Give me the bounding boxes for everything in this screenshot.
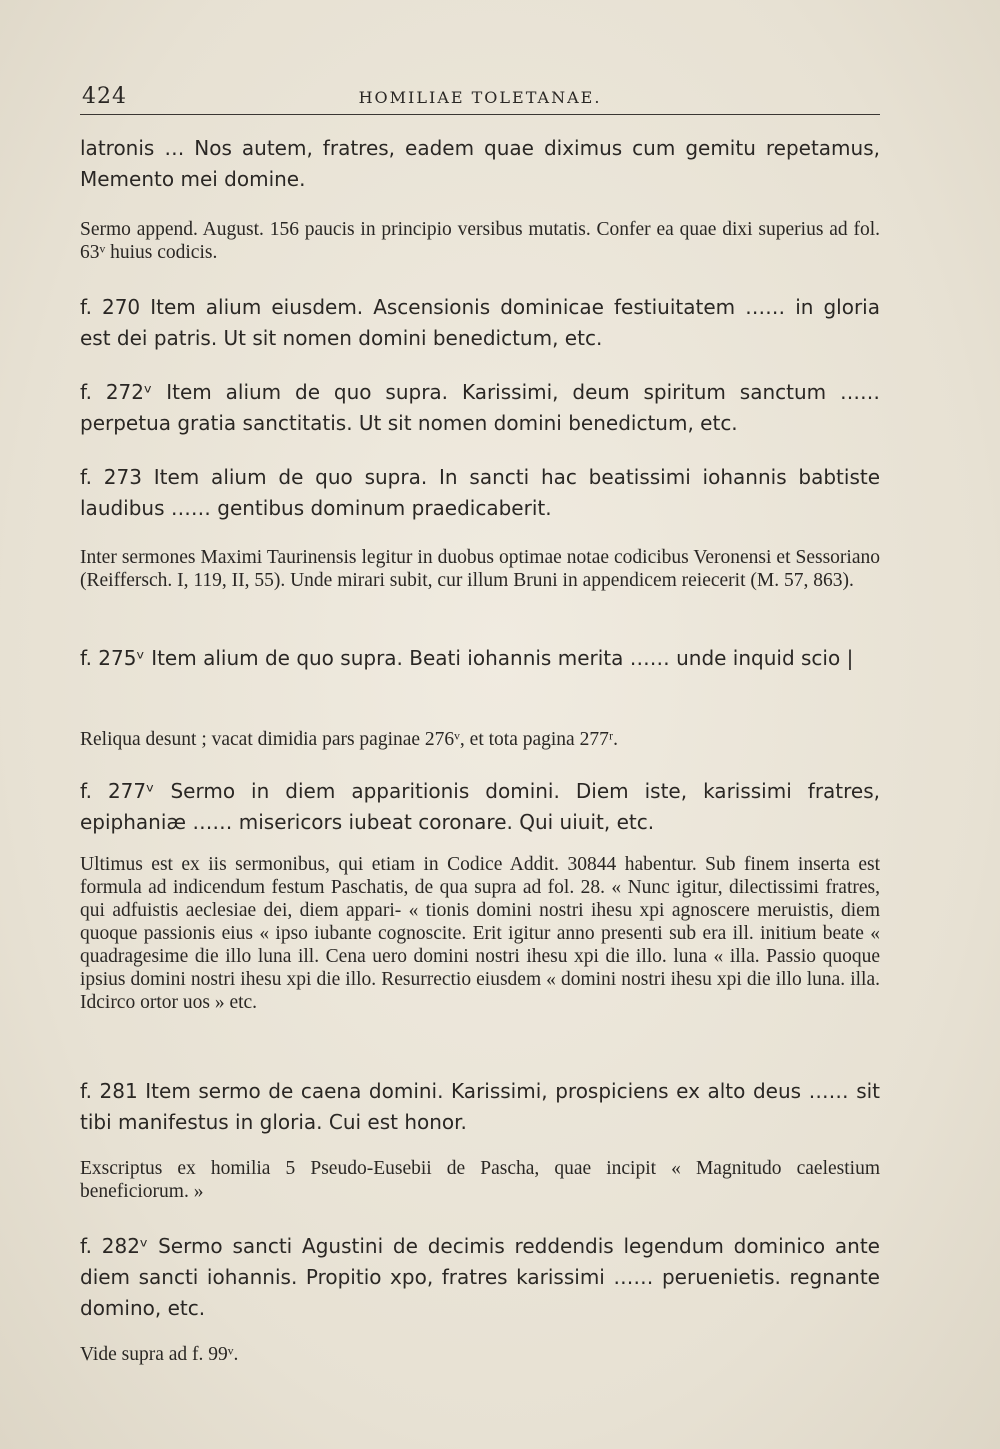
note-text: Ultimus est ex iis sermonibus, qui etiam in Codice Addit. 30844 habentur. Sub finem inserta est formula ad indicendum festum Paschatis, de qua supra ad fol. 28. « Nunc igitur, dilectissimi fratres, qui adfuistis aeclesiae dei, diem appari- « tionis domini nostri ihesu xpi agnoscere meruistis, diem quoque passionis eius « ipso iubante cognoscite. Erit igitur anno presenti sub era ill. initium beate « quadragesime die illo luna ill. Cena uero domini nostri ihesu xpi die illo. luna « illa. Passio quoque ipsius domini nostri ihesu xpi die illo. Resurrectio eiusdem « domini nostri ihesu xpi die illo luna. illa. Idcirco ortor uos » etc. xyxy=(80,854,880,1013)
folio-number: f. 272ᵛ xyxy=(80,380,153,404)
entry-f273 xyxy=(80,462,880,524)
entry-f282v xyxy=(80,1231,880,1324)
entry-body: In sancti hac beatissimi iohannis babtiste laudibus …… gentibus dominum praedicaberit. xyxy=(80,465,881,520)
entry-f281 xyxy=(80,1076,880,1138)
entry-f272v xyxy=(80,377,880,439)
entry-heading: Item alium de quo supra. xyxy=(166,380,449,404)
page-header xyxy=(80,84,880,115)
entry-body: Propitio xpo, fratres karissimi …… peruenietis. regnante domino, etc. xyxy=(80,1265,880,1320)
folio-number: f. 282ᵛ xyxy=(80,1234,149,1258)
entry-heading: Item sermo de caena domini. xyxy=(145,1079,444,1103)
note-text: Reliqua desunt ; vacat dimidia pars paginae 276ᵛ, et tota pagina 277ʳ. xyxy=(80,729,618,750)
entry-heading: Sermo in diem apparitionis domini. xyxy=(170,779,560,803)
footnote-exscriptus xyxy=(80,1157,880,1203)
entry-f275v xyxy=(80,643,880,674)
entry-heading: Item alium eiusdem. xyxy=(150,295,364,319)
entry-body: Ascensionis dominicae festiuitatem …… in gloria est dei patris. Ut sit nomen domini benedictum, etc. xyxy=(80,295,880,350)
footnote-maximi xyxy=(80,546,880,592)
folio-number: f. 273 xyxy=(80,465,142,489)
entry-f277v xyxy=(80,776,880,838)
note-text: Vide supra ad f. 99ᵛ. xyxy=(80,1344,239,1365)
entry-body: Karissimi, prospiciens ex alto deus …… sit tibi manifestus in gloria. Cui est honor. xyxy=(80,1079,881,1134)
note-text: Exscriptus ex homilia 5 Pseudo-Eusebii de Pascha, quae incipit « Magnitudo caelestium beneficiorum. » xyxy=(80,1158,880,1202)
running-title: HOMILIAE TOLETANAE. xyxy=(358,88,602,107)
footnote-sermo-append xyxy=(80,218,880,264)
entry-body: Diem iste, karissimi fratres, epiphaniæ …… misericors iubeat coronare. Qui uiuit, etc. xyxy=(80,779,881,834)
folio-number: f. 281 xyxy=(80,1079,138,1103)
entry-continuation xyxy=(80,133,880,195)
entry-heading: Item alium de quo supra. xyxy=(153,465,428,489)
entry-body: Karissimi, deum spiritum sanctum …… perpetua gratia sanctitatis. Ut sit nomen domini benedictum, etc. xyxy=(80,380,881,435)
footnote-vide-supra xyxy=(80,1343,880,1366)
footnote-ultimus xyxy=(80,853,880,1014)
entry-body: Beati iohannis merita …… unde inquid scio | xyxy=(409,646,854,670)
page-number: 424 xyxy=(82,84,127,109)
entry-heading: Sermo sancti Agustini de decimis reddendis legendum dominico ante diem sancti iohannis. xyxy=(80,1234,880,1289)
note-text: Inter sermones Maximi Taurinensis legitur in duobus optimae notae codicibus Veronensi et Sessoriano (Reiffersch. I, 119, II, 55). Unde mirari subit, cur illum Bruni in appendicem reiecerit (M. 57, 863). xyxy=(80,547,880,591)
entry-heading: Item alium de quo supra. xyxy=(151,646,403,670)
folio-number: f. 270 xyxy=(80,295,141,319)
entry-f270 xyxy=(80,292,880,354)
folio-number: f. 275ᵛ xyxy=(80,646,145,670)
folio-number: f. 277ᵛ xyxy=(80,779,155,803)
footnote-reliqua xyxy=(80,728,880,751)
entry-text: latronis … Nos autem, fratres, eadem quae diximus cum gemitu repetamus, Memento mei domine. xyxy=(80,136,880,191)
note-text: Sermo append. August. 156 paucis in principio versibus mutatis. Confer ea quae dixi superius ad fol. 63ᵛ huius codicis. xyxy=(80,219,880,263)
